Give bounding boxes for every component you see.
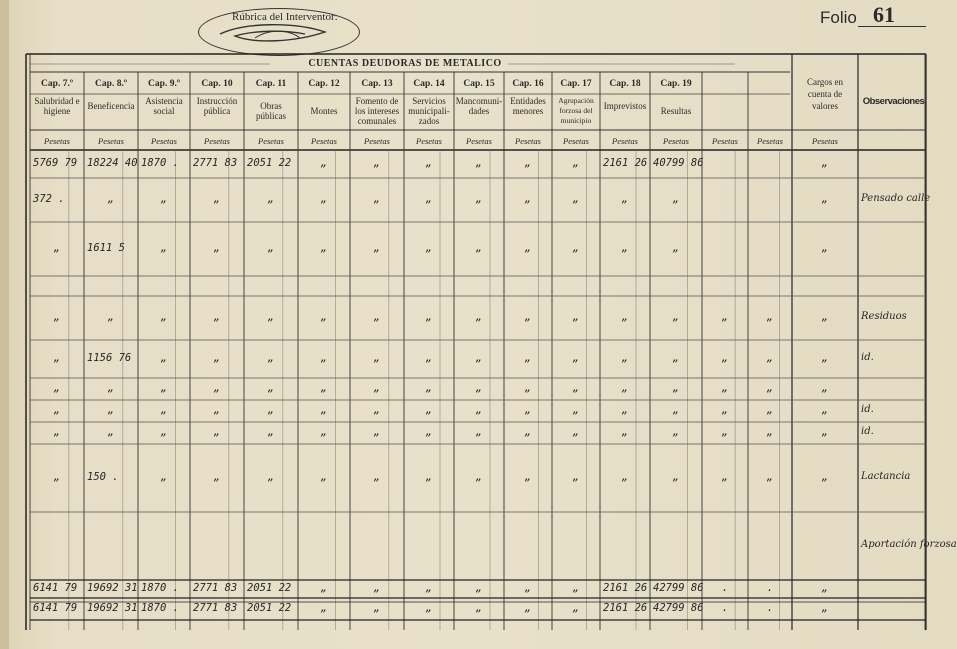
cell-value: „ [53,242,61,254]
cell-value: „ [425,242,433,254]
cell-value: . [766,582,774,594]
cell-value: „ [766,352,774,364]
cell-value: „ [821,404,829,416]
cell-value: „ [475,426,483,438]
cell-value: „ [320,471,328,483]
cell-value: „ [524,352,532,364]
rubrica-label: Rúbrica del Interventor: [232,11,338,23]
unit-label: Pesetas [258,136,284,146]
column-name: Salubridad e higiene [34,96,80,116]
cell-value: „ [213,426,221,438]
cell-value: „ [572,582,580,594]
cell-value: „ [621,193,629,205]
column-name: Mancomuni-dades [455,96,503,116]
column-name: Beneficencia [87,101,135,111]
observaciones-header: Observaciones [862,96,925,107]
observacion-note: Pensado calle [861,193,931,204]
cell-value: „ [267,404,275,416]
cell-value: „ [320,242,328,254]
cell-value: „ [766,311,774,323]
cell-value: 5769 79 [33,157,78,169]
observacion-note: id. [861,352,874,363]
cell-value: 2051 22 [247,602,292,614]
cell-value: „ [572,471,580,483]
cell-value: 42799 86 [653,582,704,594]
cell-value: „ [373,157,381,169]
cell-value: 1870 . [141,582,179,594]
cell-value: „ [425,582,433,594]
cell-value: „ [320,352,328,364]
column-name: Entidades menores [510,96,546,116]
cell-value: „ [621,471,629,483]
unit-label: Pesetas [663,136,689,146]
cell-value: „ [425,471,433,483]
cell-value: „ [425,404,433,416]
cell-value: „ [766,426,774,438]
cell-value: „ [821,352,829,364]
cell-value: „ [524,582,532,594]
observacion-note: Residuos [861,311,907,322]
unit-label: Pesetas [515,136,541,146]
cell-value: „ [373,193,381,205]
folio-number: 61 [873,2,895,27]
cell-value: „ [320,602,328,614]
cell-value: „ [107,193,115,205]
cell-value: „ [267,193,275,205]
cell-value: 1870 . [141,157,179,169]
cap-number: Cap. 10 [201,79,233,89]
cell-value: „ [373,471,381,483]
cell-value: „ [621,352,629,364]
table-title: CUENTAS DEUDORAS DE METALICO [308,58,502,69]
unit-label: Pesetas [563,136,589,146]
cap-number: Cap. 11 [255,79,287,89]
unit-label: Pesetas [204,136,230,146]
cell-value: „ [672,311,680,323]
cell-value: „ [107,426,115,438]
cell-value: „ [425,157,433,169]
observacion-note: id. [861,426,874,437]
cap-number: Cap. 14 [413,79,445,89]
cell-value: „ [160,311,168,323]
cell-value: „ [621,382,629,394]
cell-value: „ [672,242,680,254]
cell-value: „ [267,352,275,364]
unit-label: Pesetas [151,136,177,146]
cell-value: „ [373,382,381,394]
cell-value: „ [524,311,532,323]
cell-value: 1611 5 [87,242,125,254]
cell-value: „ [160,426,168,438]
cell-value: „ [524,426,532,438]
cell-value: „ [373,602,381,614]
cell-value: „ [373,582,381,594]
column-name: Montes [310,106,338,116]
cell-value: 40799 86 [653,157,704,169]
cell-value: 1156 76 [87,352,132,364]
cell-value: „ [213,471,221,483]
cell-value: „ [107,311,115,323]
cell-value: „ [320,382,328,394]
cell-value: 18224 40 [87,157,138,169]
folio-label: Folio [820,8,857,27]
unit-label: Pesetas [612,136,638,146]
cell-value: 150 . [87,471,119,483]
cap-number: Cap. 7.º [41,79,73,89]
cell-value: „ [213,352,221,364]
cell-value: „ [821,471,829,483]
cap-number: Cap. 18 [609,79,641,89]
cell-value: „ [425,352,433,364]
cell-value: „ [672,426,680,438]
cell-value: „ [821,157,829,169]
cell-value: „ [524,602,532,614]
cell-value: „ [721,426,729,438]
cell-value: „ [621,426,629,438]
cell-value: „ [572,311,580,323]
cell-value: „ [524,242,532,254]
cell-value: „ [721,382,729,394]
cell-value: „ [475,382,483,394]
cell-value: „ [524,382,532,394]
unit-label: Pesetas [311,136,337,146]
cell-value: „ [425,602,433,614]
cell-value: „ [572,193,580,205]
cell-value: 2161 26 [603,602,648,614]
cell-value: „ [621,242,629,254]
column-name: Servicios municipali-zados [408,96,450,126]
unit-label: Pesetas [812,136,838,146]
cell-value: „ [821,242,829,254]
cell-value: „ [53,382,61,394]
cell-value: „ [766,382,774,394]
cap-number: Cap. 15 [463,79,495,89]
cell-value: 2161 26 [603,157,648,169]
cell-value: „ [572,404,580,416]
cell-value: „ [572,602,580,614]
cap-number: Cap. 13 [361,79,393,89]
cell-value: „ [425,311,433,323]
unit-label: Pesetas [416,136,442,146]
cell-value: „ [821,193,829,205]
cell-value: „ [53,352,61,364]
cell-value: 2051 22 [247,582,292,594]
column-name: Asistencia social [145,96,183,116]
cell-value: „ [267,426,275,438]
cell-value: 2771 83 [193,582,238,594]
cell-value: „ [672,352,680,364]
cell-value: „ [672,404,680,416]
cap-number: Cap. 19 [660,79,692,89]
cell-value: „ [425,426,433,438]
cell-value: „ [373,426,381,438]
cell-value: „ [267,382,275,394]
cell-value: „ [425,382,433,394]
cell-value: „ [475,242,483,254]
cell-value: „ [320,582,328,594]
cell-value: „ [267,311,275,323]
cell-value: „ [320,311,328,323]
cell-value: „ [672,193,680,205]
cell-value: „ [213,404,221,416]
cell-value: . [766,602,774,614]
cell-value: 372 . [33,193,65,205]
observacion-note: Lactancia [861,471,911,482]
cell-value: . [721,602,729,614]
cell-value: „ [524,471,532,483]
cap-number: Cap. 16 [512,79,544,89]
unit-label: Pesetas [44,136,70,146]
cell-value: „ [160,242,168,254]
cell-value: 19692 31 [87,602,138,614]
cell-value: „ [320,404,328,416]
cell-value: „ [672,471,680,483]
cell-value: „ [160,352,168,364]
cell-value: 1870 . [141,602,179,614]
column-name: Instrucción pública [196,96,238,116]
cell-value: „ [53,471,61,483]
cell-value: „ [572,242,580,254]
cell-value: „ [524,404,532,416]
cell-value: „ [320,426,328,438]
cell-value: „ [320,193,328,205]
cell-value: 6141 79 [33,602,78,614]
cargos-header: Cargos en cuenta de valores [806,77,844,111]
cell-value: 42799 86 [653,602,704,614]
cell-value: „ [160,193,168,205]
cell-value: „ [107,382,115,394]
cell-value: 6141 79 [33,582,78,594]
cell-value: „ [721,352,729,364]
cell-value: „ [572,157,580,169]
cell-value: „ [821,382,829,394]
cell-value: „ [821,311,829,323]
cell-value: „ [475,602,483,614]
unit-label: Pesetas [364,136,390,146]
cell-value: „ [213,311,221,323]
cell-value: „ [475,311,483,323]
cell-value: 2051 22 [247,157,292,169]
cell-value: 2771 83 [193,602,238,614]
cell-value: „ [213,382,221,394]
observacion-note: Aportación forzosa [861,539,957,550]
cap-number: Cap. 17 [560,79,592,89]
cell-value: „ [721,471,729,483]
cell-value: „ [721,404,729,416]
cell-value: „ [373,404,381,416]
cell-value: 2771 83 [193,157,238,169]
cell-value: . [721,582,729,594]
cell-value: „ [766,404,774,416]
cell-value: „ [320,157,328,169]
cell-value: „ [160,382,168,394]
cell-value: „ [373,352,381,364]
column-name: Imprevistos [603,101,647,111]
cell-value: „ [475,582,483,594]
cell-value: „ [672,382,680,394]
cell-value: „ [524,157,532,169]
cell-value: „ [621,311,629,323]
cell-value: „ [821,426,829,438]
cell-value: 2161 26 [603,582,648,594]
cell-value: „ [572,382,580,394]
observacion-note: id. [861,404,874,415]
cell-value: „ [475,157,483,169]
cell-value: „ [373,311,381,323]
cell-value: „ [53,311,61,323]
column-name: Fomento de los intereses comunales [354,96,400,126]
cell-value: „ [475,471,483,483]
cell-value: „ [213,193,221,205]
cell-value: „ [475,193,483,205]
cell-value: „ [524,193,532,205]
cell-value: 19692 31 [87,582,138,594]
cell-value: „ [53,426,61,438]
column-name: Obras públicas [256,101,286,121]
cell-value: „ [425,193,433,205]
cell-value: „ [53,404,61,416]
cell-value: „ [572,352,580,364]
unit-label: Pesetas [712,136,738,146]
cell-value: „ [267,242,275,254]
cell-value: „ [160,404,168,416]
cell-value: „ [267,471,275,483]
cell-value: „ [821,602,829,614]
cell-value: „ [572,426,580,438]
cell-value: „ [475,352,483,364]
cell-value: „ [621,404,629,416]
cell-value: „ [213,242,221,254]
column-name: Resultas [660,106,692,116]
unit-label: Pesetas [757,136,783,146]
cell-value: „ [821,582,829,594]
unit-label: Pesetas [466,136,492,146]
cell-value: „ [373,242,381,254]
cap-number: Cap. 9.º [148,79,180,89]
cell-value: „ [160,471,168,483]
column-name: Agrupación forzosa del municipio [558,96,594,125]
cell-value: „ [766,471,774,483]
cell-value: „ [107,404,115,416]
cap-number: Cap. 12 [308,79,340,89]
cell-value: „ [475,404,483,416]
unit-label: Pesetas [98,136,124,146]
cell-value: „ [721,311,729,323]
cap-number: Cap. 8.º [95,79,127,89]
